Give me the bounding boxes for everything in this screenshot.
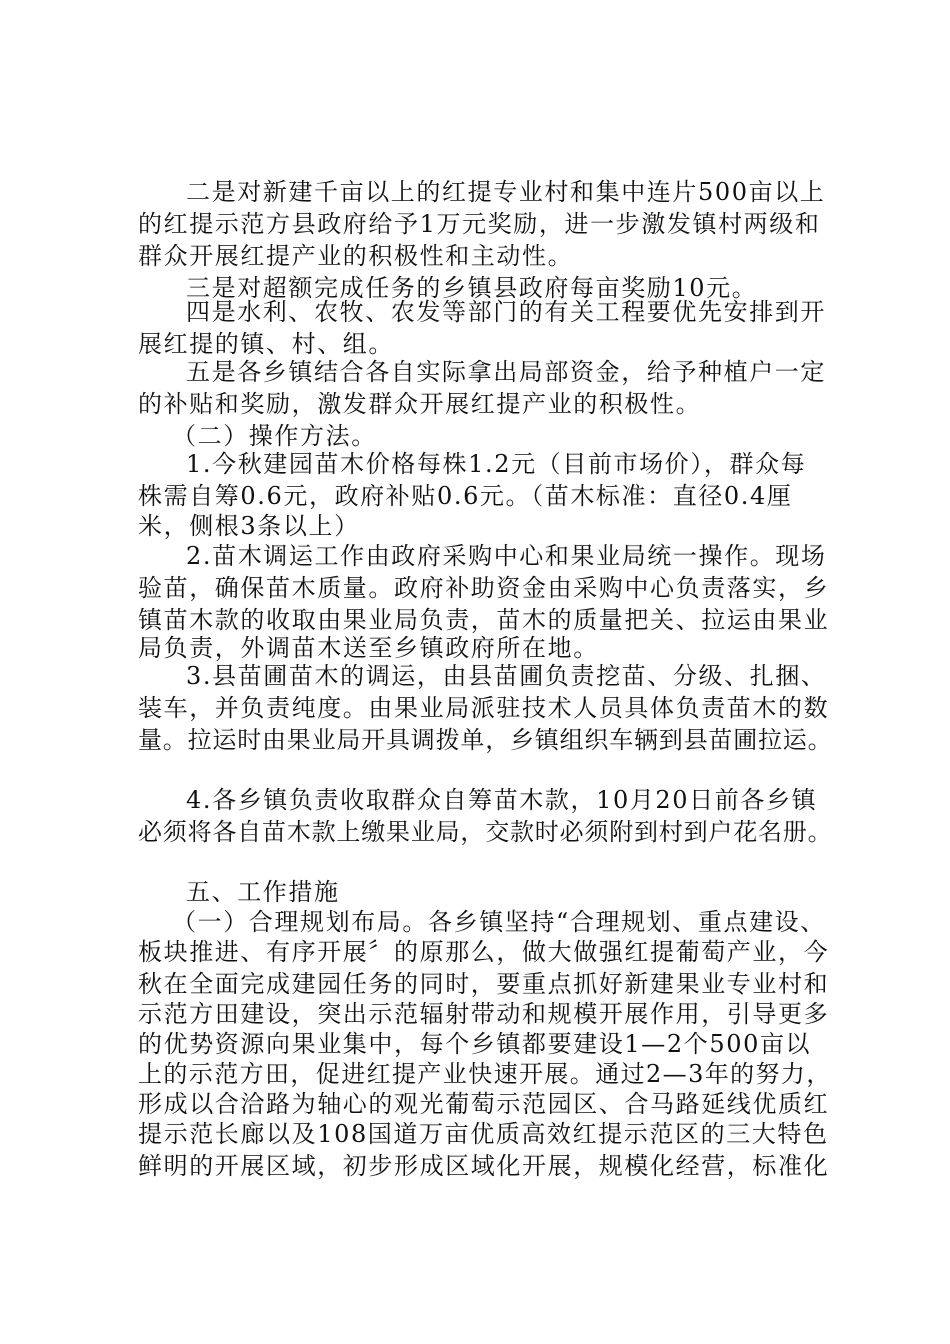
text-line: 五是各乡镇结合各自实际拿出局部资金，给予种植户一定 bbox=[186, 358, 826, 386]
text-line: 示范方田建设，突出示范辐射带动和规模开展作用，引导更多 bbox=[138, 1000, 830, 1028]
text-line: 板块推进、有序开展〞的原那么，做大做强红提葡萄产业，今 bbox=[138, 938, 830, 966]
text-line: 株需自筹0.6元，政府补贴0.6元。（苗木标准：直径0.4厘 bbox=[138, 482, 793, 510]
text-line: 米，侧根3条以上） bbox=[138, 512, 360, 540]
text-line: 2.苗木调运工作由政府采购中心和果业局统一操作。现场 bbox=[186, 542, 827, 570]
text-line: 3.县苗圃苗木的调运，由县苗圃负责挖苗、分级、扎捆、 bbox=[186, 662, 827, 690]
text-line: 镇苗木款的收取由果业局负责，苗木的质量把关、拉运由果业 bbox=[138, 606, 830, 634]
text-line: 1.今秋建园苗木价格每株1.2元（目前市场价），群众每 bbox=[186, 450, 807, 478]
text-line: 局负责，外调苗木送至乡镇政府所在地。 bbox=[138, 634, 599, 662]
text-line: 四是水利、农牧、农发等部门的有关工程要优先安排到开 bbox=[186, 298, 826, 326]
text-line: 装车，并负责纯度。由果业局派驻技术人员具体负责苗木的数 bbox=[138, 694, 830, 722]
text-line: 秋在全面完成建园任务的同时，要重点抓好新建果业专业村和 bbox=[138, 970, 830, 998]
text-line: 的补贴和奖励，激发群众开展红提产业的积极性。 bbox=[138, 390, 702, 418]
text-line: 提示范长廊以及108国道万亩优质高效红提示范区的三大特色 bbox=[138, 1120, 829, 1148]
text-line: （二）操作方法。 bbox=[172, 422, 377, 450]
section-heading: 五、工作措施 bbox=[186, 878, 340, 906]
text-line: 的优势资源向果业集中，每个乡镇都要建设1—2个500亩以 bbox=[138, 1030, 812, 1058]
text-line: 三是对超额完成任务的乡镇县政府每亩奖励10元。 bbox=[186, 274, 758, 302]
text-line: 鲜明的开展区域，初步形成区域化开展，规模化经营，标准化 bbox=[138, 1152, 830, 1180]
text-line: 量。拉运时由果业局开具调拨单，乡镇组织车辆到县苗圃拉运。 bbox=[138, 726, 833, 754]
text-line: 展红提的镇、村、组。 bbox=[138, 330, 394, 358]
text-line: 二是对新建千亩以上的红提专业村和集中连片500亩以上 bbox=[186, 178, 826, 206]
text-line: 验苗，确保苗木质量。政府补助资金由采购中心负责落实，乡 bbox=[138, 574, 830, 602]
text-line: 形成以合洽路为轴心的观光葡萄示范园区、合马路延线优质红 bbox=[138, 1090, 830, 1118]
text-line: 4.各乡镇负责收取群众自筹苗木款，10月20日前各乡镇 bbox=[186, 786, 818, 814]
text-line: 必须将各自苗木款上缴果业局，交款时必须附到村到户花名册。 bbox=[138, 818, 833, 846]
text-line: 的红提示范方县政府给予1万元奖励，进一步激发镇村两级和 bbox=[138, 210, 821, 238]
text-line: （一）合理规划布局。各乡镇坚持“合理规划、重点建设、 bbox=[172, 908, 826, 936]
text-line: 上的示范方田，促进红提产业快速开展。通过2—3年的努力， bbox=[138, 1060, 832, 1088]
text-line: 群众开展红提产业的积极性和主动性。 bbox=[138, 242, 574, 270]
